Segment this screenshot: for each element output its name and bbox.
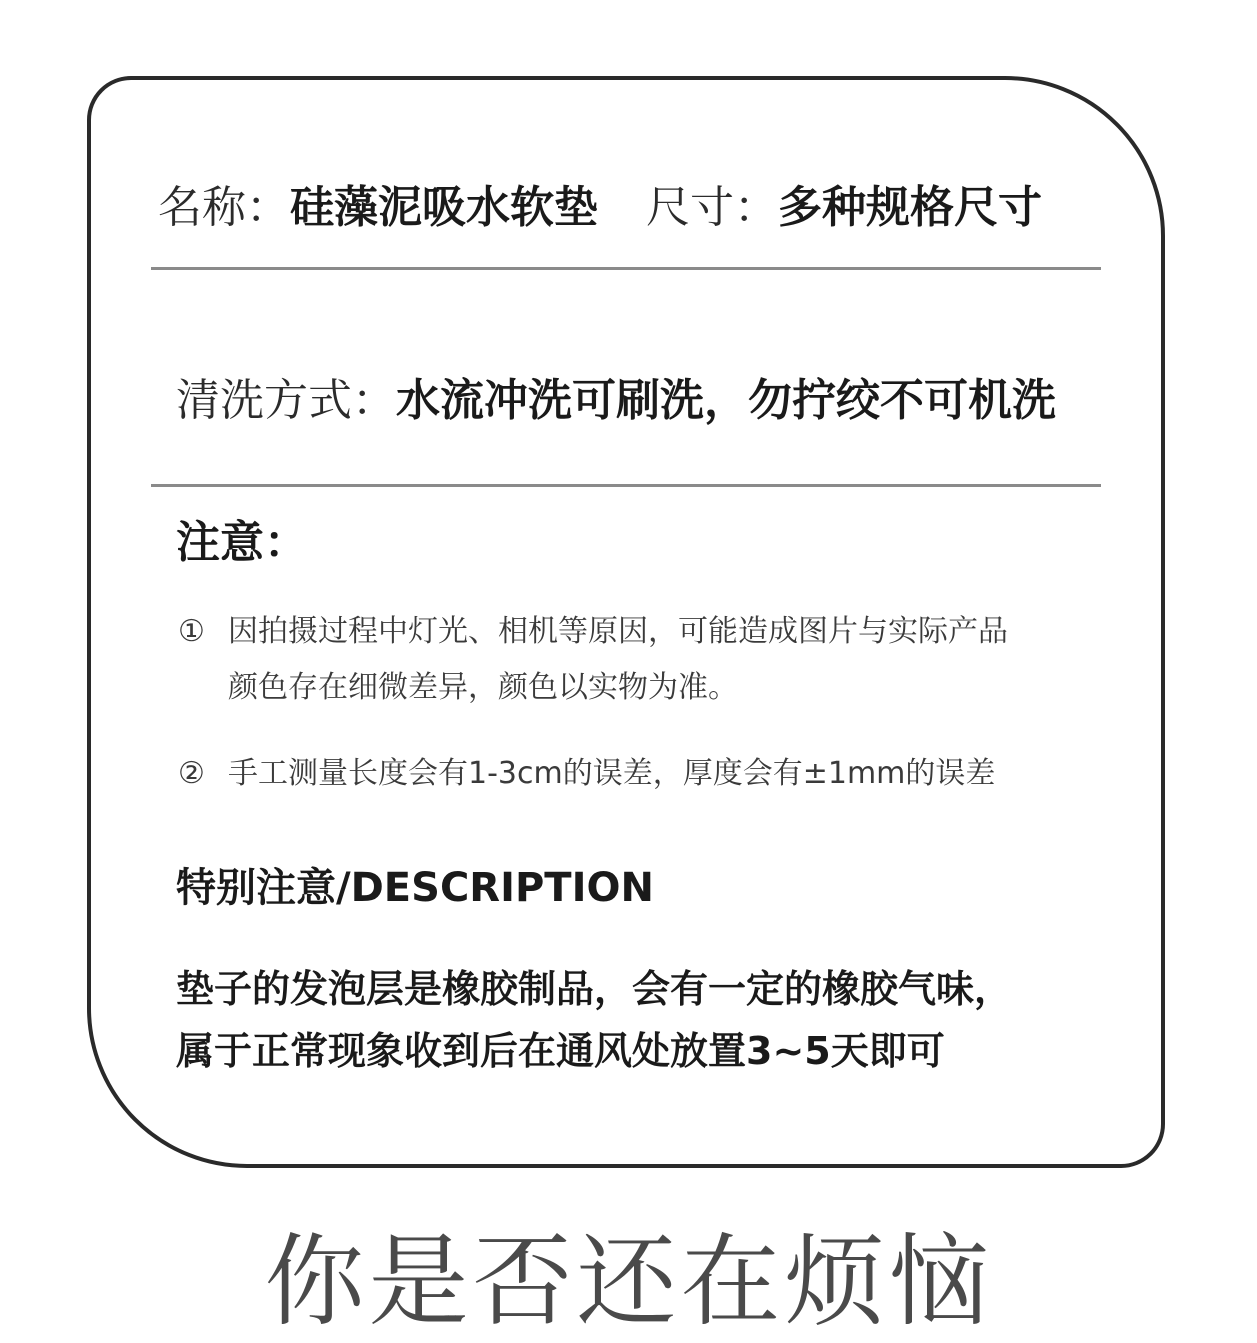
notice-line: 手工测量长度会有1-3cm的误差，厚度会有±1mm的误差: [228, 756, 996, 791]
special-notice-title: 特别注意/DESCRIPTION: [176, 865, 654, 911]
size-label: 尺寸：: [646, 182, 778, 233]
special-notice-description: [176, 958, 1012, 1082]
name-value: 硅藻泥吸水软垫: [290, 182, 598, 233]
divider: [151, 267, 1101, 270]
description-line: 属于正常现象收到后在通风处放置3~5天即可: [176, 1029, 945, 1073]
name-label: 名称：: [158, 182, 290, 233]
notice-line: 因拍摄过程中灯光、相机等原因，可能造成图片与实际产品: [228, 614, 1008, 649]
divider: [151, 484, 1101, 487]
notice-line: 颜色存在细微差异，颜色以实物为准。: [228, 670, 738, 705]
wash-label: 清洗方式：: [176, 375, 396, 426]
description-line: 垫子的发泡层是橡胶制品，会有一定的橡胶气味，: [176, 967, 1013, 1011]
notice-item-1: [178, 604, 1008, 716]
headline: 你是否还在烦恼: [264, 1223, 993, 1340]
notice-item-2: [178, 746, 995, 802]
spec-row-name-size: [158, 180, 1042, 236]
size-value: 多种规格尺寸: [778, 182, 1042, 233]
circled-number-1: ①: [178, 614, 205, 649]
spec-row-wash: [176, 373, 1056, 429]
wash-value: 水流冲洗可刷洗，勿拧绞不可机洗: [396, 375, 1056, 426]
circled-number-2: ②: [178, 756, 205, 791]
notice-title: 注意：: [176, 517, 308, 568]
